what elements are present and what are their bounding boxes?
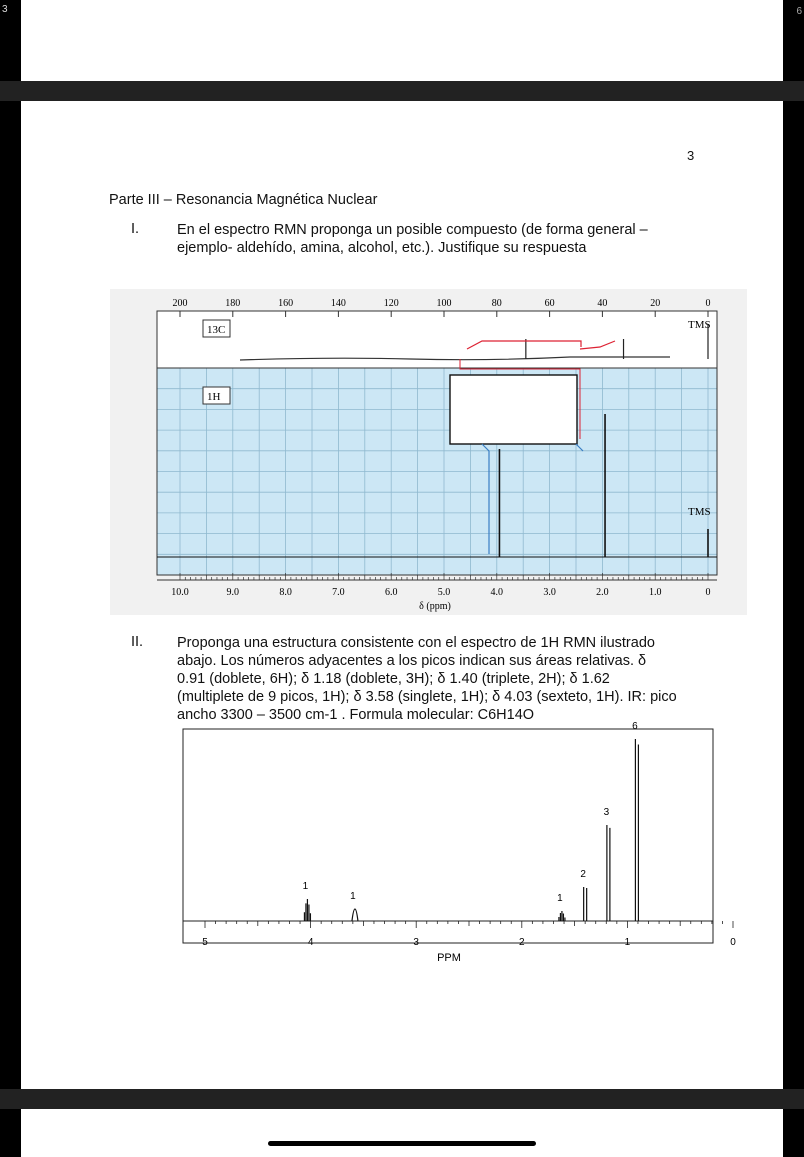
h1-tick-label: 5.0 [437, 587, 451, 598]
c13-tick-label: 60 [544, 298, 555, 309]
question-2-line: Proponga una estructura consistente con el espectro de 1H RMN ilustrado [177, 635, 655, 651]
peak-area-label: 3 [603, 807, 610, 818]
peak-area-label: 2 [580, 869, 586, 880]
h1-tick-label: 9.0 [226, 587, 240, 598]
proton-nmr-spectrum [161, 721, 741, 965]
c13-tick-label: 40 [597, 298, 608, 309]
h1-tick-label: 4.0 [490, 587, 504, 598]
question-1-number: I. [131, 221, 140, 237]
spectrum2-tick-label: 4 [307, 937, 314, 948]
c13-tick-label: 180 [225, 298, 241, 309]
question-2-line: 0.91 (doblete, 6H); δ 1.18 (doblete, 3H); δ 1.40 (triplete, 2H); δ 1.62 [177, 671, 610, 687]
c13-tick-label: 20 [650, 298, 661, 309]
status-left: 3 [2, 4, 8, 15]
h1-tick-label: 2.0 [596, 587, 609, 598]
h1-tick-label: 3.0 [543, 587, 556, 598]
spectrum2-tick-label: 3 [413, 937, 419, 948]
h1-tick-label: 6.0 [384, 587, 398, 598]
c13-tick-label: 140 [330, 298, 346, 309]
spectrum2-tick-label: 2 [519, 937, 525, 948]
page-separator [0, 81, 804, 101]
question-2-line: abajo. Los números adyacentes a los picos indican sus áreas relativas. δ [177, 653, 647, 669]
h1-tick-label: 7.0 [332, 587, 345, 598]
spectrum2-tick-label: 5 [202, 937, 208, 948]
c13-tick-label: 80 [491, 298, 502, 309]
c13-tick-label: 120 [383, 298, 399, 309]
question-1-line: ejemplo- aldehído, amina, alcohol, etc.). Justifique su respuesta [177, 240, 587, 256]
h1-tick-label: 1.0 [648, 587, 662, 598]
peak-area-label: 1 [350, 891, 356, 902]
c13-label: 13C [207, 324, 226, 336]
peak-area-label: 1 [557, 893, 563, 904]
peak-area-label: 6 [632, 721, 638, 732]
h1-tms-label: TMS [688, 506, 711, 518]
peak-area-label: 1 [302, 881, 309, 892]
nmr-spectrum-figure [110, 289, 747, 615]
question-1-text [177, 221, 707, 257]
status-right: 6 [796, 6, 802, 17]
previous-page-bottom [21, 0, 783, 81]
question-2-number: II. [131, 634, 144, 650]
c13-tick-label: 160 [278, 298, 294, 309]
spectrum2-tick-label: 1 [624, 937, 631, 948]
question-2-line: ancho 3300 – 3500 cm-1 . Formula molecular: C6H14O [177, 707, 535, 723]
question-2-line: (multiplete de 9 picos, 1H); δ 3.58 (singlete, 1H); δ 4.03 (sexteto, 1H). IR: pico [177, 689, 677, 705]
h1-tick-label: 10.0 [171, 587, 189, 598]
spectrum2-tick-label: 0 [730, 937, 736, 948]
h1-label: 1H [207, 391, 221, 403]
h1-x-axis-label: δ (ppm) [419, 601, 451, 612]
h1-tick-label: 8.0 [279, 587, 292, 598]
spectrum2-x-axis-label: PPM [437, 952, 461, 964]
c13-tick-label: 0 [705, 298, 711, 309]
page-separator [0, 1089, 804, 1109]
c13-tick-label: 100 [436, 298, 452, 309]
home-indicator[interactable] [268, 1141, 536, 1146]
document-page[interactable] [21, 101, 783, 1089]
question-2-text [177, 634, 707, 724]
next-page-top [21, 1109, 783, 1157]
question-1-line: En el espectro RMN proponga un posible compuesto (de forma general – [177, 222, 648, 238]
page-number: 3 [687, 148, 695, 163]
c13-tick-label: 200 [172, 298, 188, 309]
h1-tick-label: 0 [705, 587, 711, 598]
section-title: Parte III – Resonancia Magnética Nuclear [109, 192, 378, 208]
c13-tms-label: TMS [688, 319, 711, 331]
